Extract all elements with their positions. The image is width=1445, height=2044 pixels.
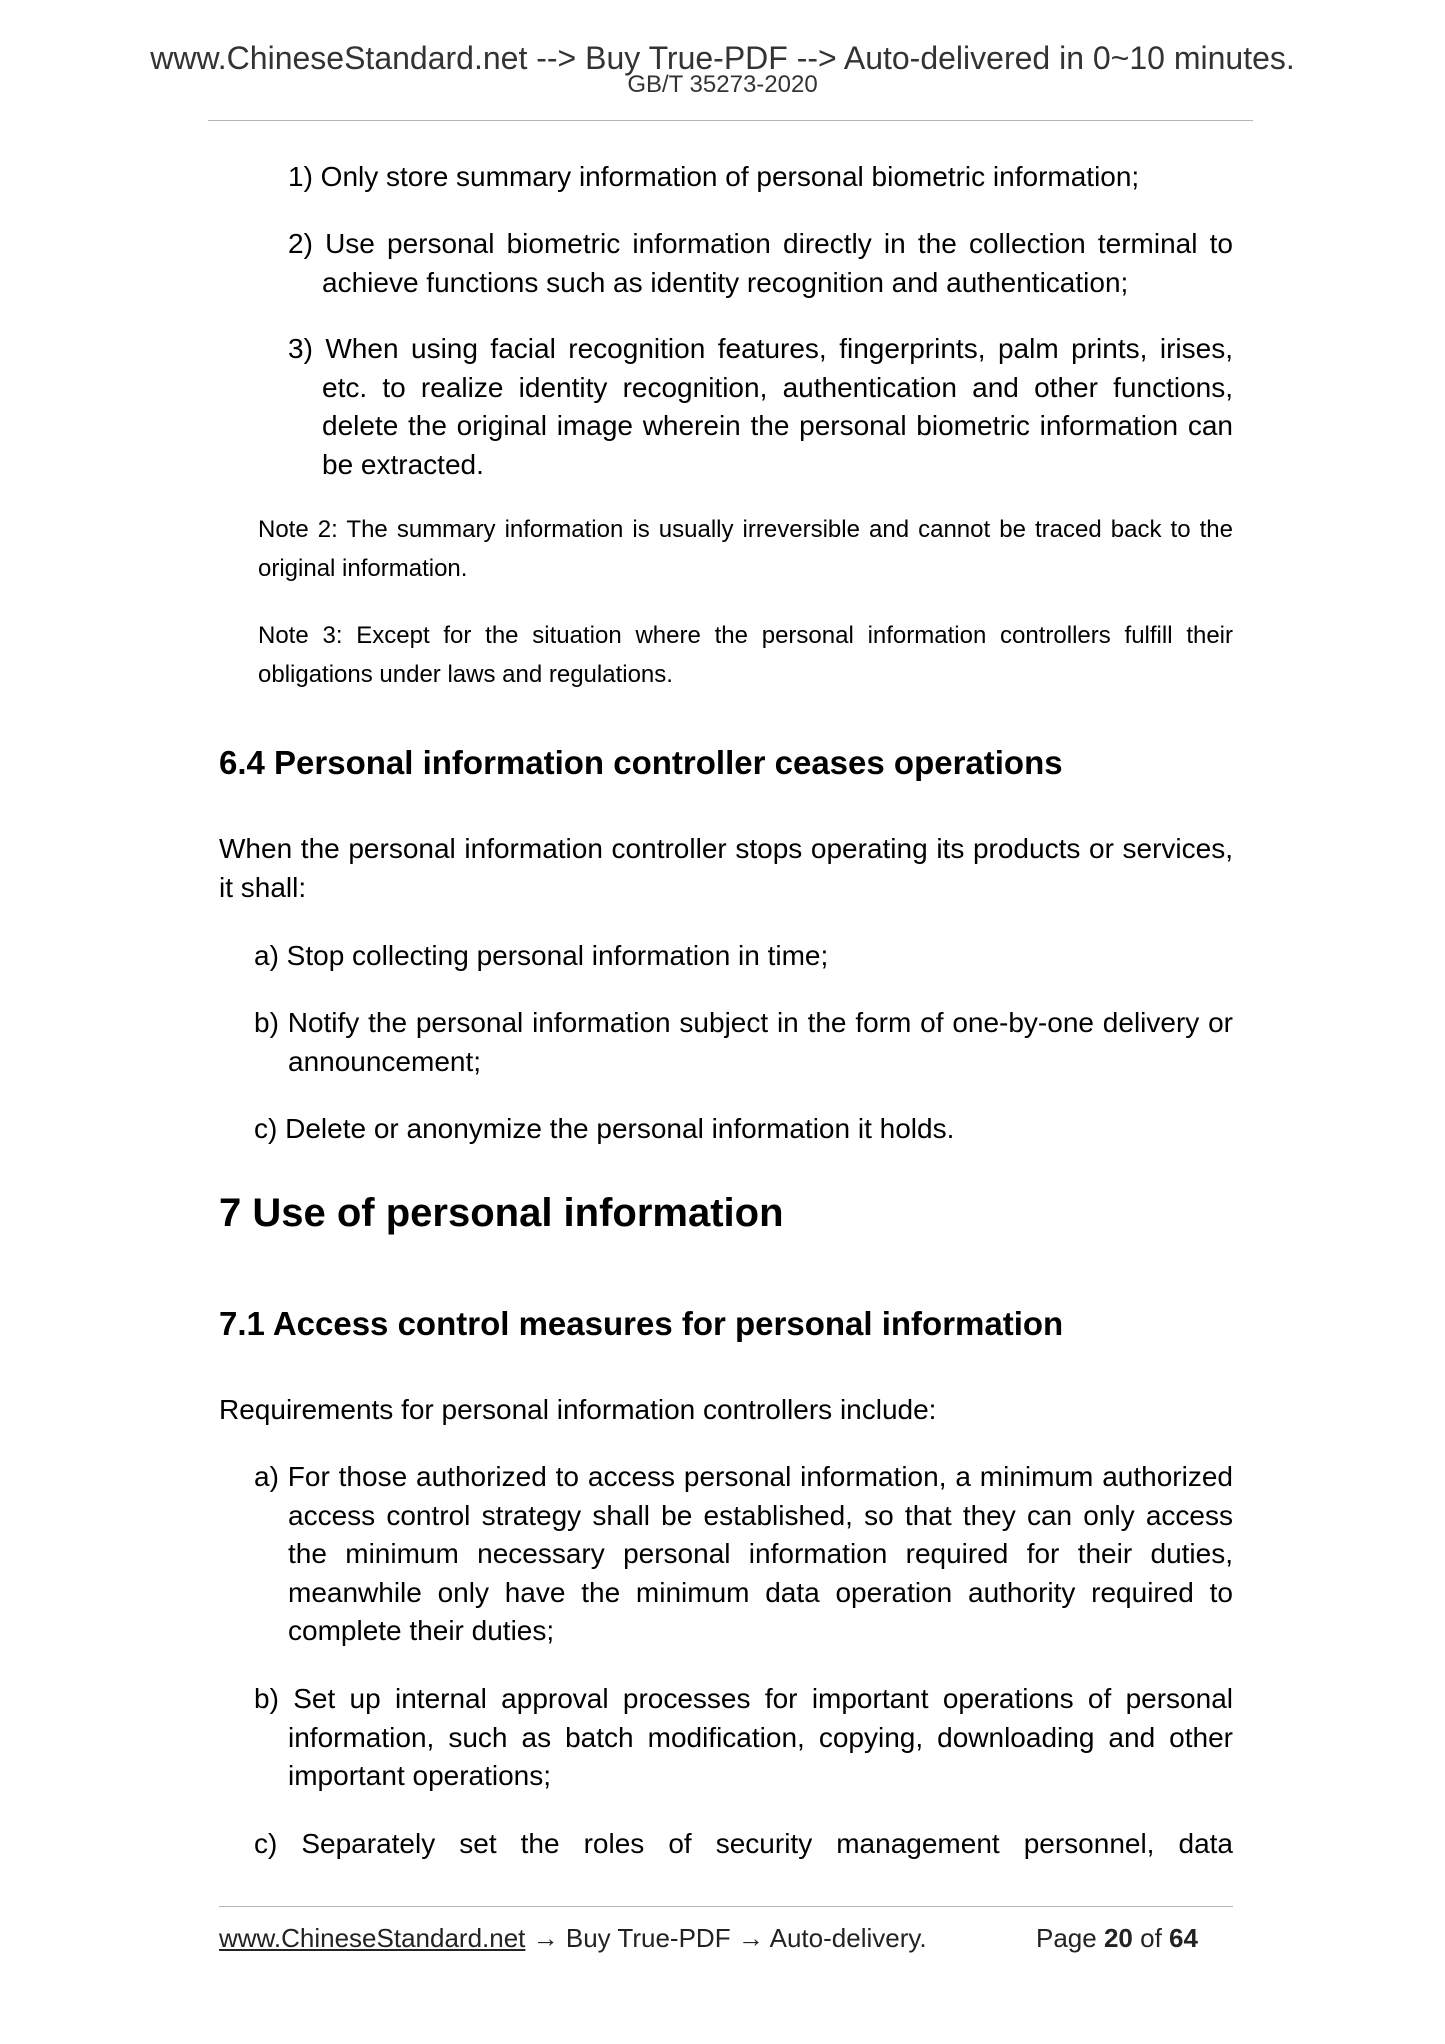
page-indicator xyxy=(1036,1922,1198,1954)
list-item-6-4-c: c) Delete or anonymize the personal information it holds. xyxy=(254,1113,955,1144)
heading-6-4: 6.4 Personal information controller ceases operations xyxy=(219,744,1063,781)
footer-left xyxy=(219,1922,927,1954)
page-number: 20 xyxy=(1103,1923,1133,1953)
site-banner: www.ChineseStandard.net --> Buy True-PDF --> Auto-delivered in 0~10 minutes. xyxy=(150,40,1295,76)
list-item-3: 3) When using facial recognition features, fingerprints, palm prints, irises, etc. to realize identity recognition, authentication and other functions, delete the original image wherein the personal biometric information can be extracted. xyxy=(288,333,1233,480)
list-item-1: 1) Only store summary information of personal biometric information; xyxy=(288,161,1140,192)
arrow-right-icon: → xyxy=(737,1923,764,1953)
heading-7-1: 7.1 Access control measures for personal information xyxy=(219,1305,1064,1342)
footer-site-link[interactable]: www.ChineseStandard.net xyxy=(219,1923,526,1953)
heading-7: 7 Use of personal information xyxy=(219,1191,784,1235)
footer-buy-text: Buy True-PDF xyxy=(565,1923,731,1953)
standard-code: GB/T 35273-2020 xyxy=(627,71,818,98)
of-word: of xyxy=(1140,1923,1162,1953)
list-item-7-1-a: a) For those authorized to access personal information, a minimum authorized access control strategy shall be established, so that they can only access the minimum necessary personal information required for their duties, meanwhile only have the minimum data operation authority required to complete their duties; xyxy=(254,1461,1233,1646)
header-divider xyxy=(208,120,1253,121)
note-2: Note 2: The summary information is usually irreversible and cannot be traced back to the original information. xyxy=(258,516,1233,582)
footer-delivery-text: Auto-delivery. xyxy=(769,1923,927,1953)
note-3: Note 3: Except for the situation where the personal information controllers fulfill their obligations under laws and regulations. xyxy=(258,622,1233,688)
list-item-7-1-c: c) Separately set the roles of security management personnel, data xyxy=(254,1828,1233,1859)
list-item-7-1-b: b) Set up internal approval processes for important operations of personal information, such as batch modification, copying, downloading and other important operations; xyxy=(254,1683,1233,1791)
paragraph-6-4-intro: When the personal information controller stops operating its products or services, it shall: xyxy=(219,833,1233,903)
paragraph-7-1-intro: Requirements for personal information controllers include: xyxy=(219,1394,937,1425)
arrow-right-icon: → xyxy=(532,1923,559,1953)
list-item-2: 2) Use personal biometric information directly in the collection terminal to achieve functions such as identity recognition and authentication; xyxy=(288,228,1233,298)
total-pages: 64 xyxy=(1169,1923,1198,1953)
footer-divider xyxy=(219,1906,1233,1907)
list-item-6-4-b: b) Notify the personal information subject in the form of one-by-one delivery or announcement; xyxy=(254,1007,1233,1077)
list-item-6-4-a: a) Stop collecting personal information in time; xyxy=(254,940,829,971)
page-word: Page xyxy=(1036,1923,1097,1953)
